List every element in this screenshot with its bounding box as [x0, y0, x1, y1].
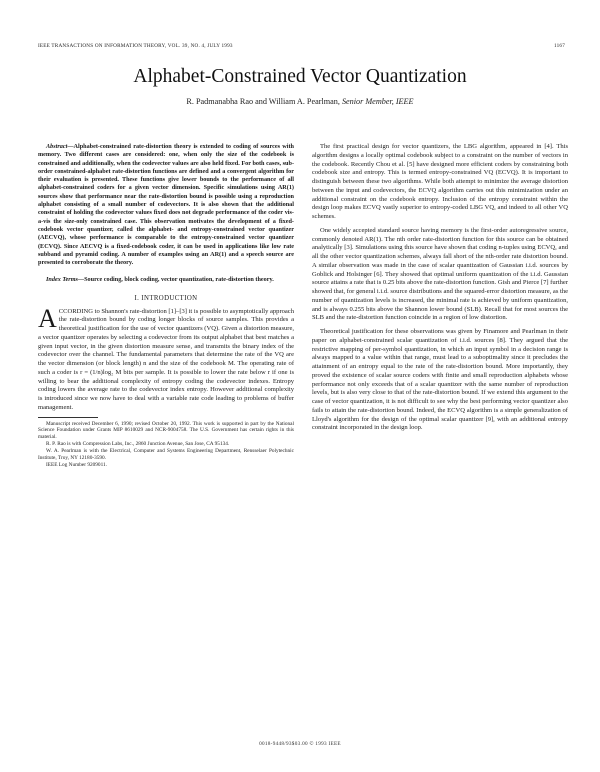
footnote-author-pearlman: W. A. Pearlman is with the Electrical, Computer and Systems Engineering Department, Rensselaer Polytechnic Institute, Troy, NY 12180-3590.: [38, 448, 294, 462]
running-head: [38, 43, 565, 53]
left-column: [38, 143, 294, 469]
index-terms-label: Index Terms—: [46, 276, 85, 284]
footnote-manuscript: Manuscript received December 6, 1990; revised October 20, 1992. This work is supported in part by the National Science Foundation under Grants MIP 8610029 and NCR-9004758. The U.S. Government has certain rights in this material.: [38, 420, 294, 441]
journal-header: IEEE TRANSACTIONS ON INFORMATION THEORY, VOL. 39, NO. 4, JULY 1993: [38, 43, 233, 49]
drop-cap: A: [38, 303, 57, 333]
footnote-log-number: IEEE Log Number 9209011.: [46, 461, 107, 468]
right-column: [312, 143, 568, 438]
index-terms-text: Source coding, block coding, vector quantization, rate-distortion theory.: [84, 276, 274, 284]
footnote-divider: [38, 417, 98, 418]
index-terms: [38, 276, 294, 284]
body-paragraph: The first practical design for vector quantizers, the LBG algorithm, appeared in [4]. This algorithm designs a locally optimal codebook subject to a constraint on the number of vectors in the codebook. Recently Chou et al. [5] have designed more efficient coders by constraining both codebook size and entropy. This is termed entropy-constrained VQ (ECVQ). It is important to distinguish between these two algorithms. While both attempt to minimize the average distortion between the input and codevectors, the ECVQ algorithm carries out this minimization under an additional constraint on the codebook entropy. Inclusion of the entropy constraint within the design loop makes ECVQ vastly superior to entropy-coded LBG VQ, and indeed to all other VQ schemes.: [312, 143, 568, 220]
abstract-label: Abstract—: [46, 143, 74, 150]
paper-title: Alphabet-Constrained Vector Quantization: [133, 66, 467, 87]
abstract-text: Alphabet-constrained rate-distortion theory is extended to coding of sources with memory. Two different cases are considered: one, when only the size of the codebook is constrained and additionally, when the codevector values are also held fixed. For both cases, sub-order constrained-alphabet rate-distortion functions are defined and a convergent algorithm for their evaluation is presented. These functions give lower bounds to the performance of all alphabet-constrained coders for a given vector dimension. Specific simulations using AR(1) sources show that performance near the rate-distortion bound is possible using a reproduction alphabet consisting of a small number of codevectors. It is also shown that the additional constraint of holding the codevector values fixed does not degrade performance of the coder vis-a-vis the size-only constrained case. This observation motivates the development of a fixed-codebook vector quantizer, called the alphabet- and entropy-constrained vector quantizer (AECVQ), whose performance is comparable to the entropy-constrained vector quantizer (ECVQ). Since AECVQ is a fixed-codebook coder, it can be used in applications like low rate subband and pyramid coding. A number of examples using an AR(1) and a speech source are presented to corroborate the theory.: [38, 143, 294, 267]
author-line: [0, 97, 600, 106]
copyright-footer: 0018-9448/93$03.00 © 1993 IEEE: [259, 741, 341, 747]
intro-text: CCORDING to Shannon's rate-distortion [1]–[3] it is possible to asymptotically approach the rate-distortion bound by coding longer blocks of source samples. This provides a theoretical justification for the use of vector quantizers (VQ). Given a distortion measure, a vector quantizer operates by selecting a codevector from its output alphabet that best matches a given input vector, in the given distortion measure sense, and transmits the binary index of the codevector over the channel. The fundamental parameters that determine the rate of the VQ are the vector dimension (or block length) n and the size of the codebook M. The operating rate of such a coder is r = (1/n)log₂ M bits per sample. It is possible to lower the rate below r if one is willing to bear the additional complexity of entropy coding the codevector indexes. Entropy coding lowers the average rate to the codevector index entropy. However additional complexity is introduced since we now have to deal with a variable rate code leading to problems of buffer management.: [38, 307, 294, 411]
footnote-author-rao: R. P. Rao is with Compression Labs, Inc., 2860 Junction Avenue, San Jose, CA 95134.: [46, 441, 230, 448]
author-names: R. Padmanabha Rao and William A. Pearlman,: [186, 97, 340, 106]
abstract: [38, 143, 294, 267]
body-paragraph: One widely accepted standard source having memory is the first-order autoregressive source, commonly denoted AR(1). The nth order rate-distortion function for this source can be obtained analytically [3]. Simulations using this source have shown that coding n-tuples using ECVQ, and all the other vector quantization schemes, always fall short of the nth-order rate distortion bound. A similar observation was made in the case of scalar quantization of Gaussian i.i.d. sources by Goblick and Holsinger [6]. They showed that optimal uniform quantization of the i.i.d. Gaussian source attains a rate that is 0.25 bits above the rate-distortion function. Gish and Pierce [7] further showed that, for general i.i.d. source distributions and the squared-error distortion measure, as the number of quantization levels is increased, the minimal rate is achieved by uniform quantization, and is always 0.255 bits above the Shannon lower bound (SLB). Recall that for most sources the SLB and the rate-distortion function coincide in a region of low distortion.: [312, 226, 568, 322]
intro-paragraph: [38, 303, 294, 413]
body-paragraph: Theoretical justification for these observations was given by Finamore and Pearlman in their paper on alphabet-constrained scalar quantization of i.i.d. sources [8]. They argued that the restrictive mapping of per-symbol quantization, in which an input symbol in a decision range is always mapped to a value within that range, must lead to a suboptimality since it precludes the attainment of an entropy equal to the rate of the rate-distortion bound. More importantly, they proved the existence of scalar source coders with finite and small reproduction alphabets whose performance not only exceeds that of a scalar quantizer with the same number of reproduction levels, but is also very close to that of the rate-distortion bound. If we extend this argument to the case of vector quantization, it is not difficult to see why the best performing vector quantizer also fails to attain the rate-distortion bound. Indeed, the ECVQ algorithm is a simple generalization of Lloyd's algorithm for the design of the optimal scalar quantizer [9], with an additional entropy constraint incorporated in the design loop.: [312, 328, 568, 432]
page-number: 1167: [554, 43, 565, 49]
author-member-title: Senior Member, IEEE: [341, 97, 414, 106]
section-heading: I. INTRODUCTION: [134, 294, 198, 302]
